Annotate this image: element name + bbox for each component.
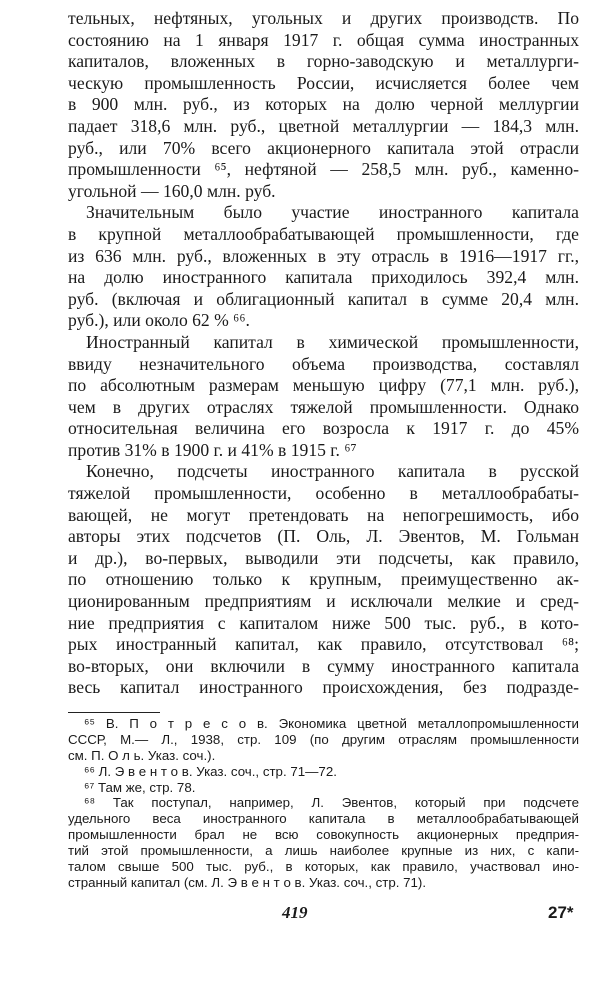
footnote-line: ⁶⁵ В. П о т р е с о в. Экономика цветной металлопромышленности — [84, 716, 579, 731]
main-text — [68, 8, 579, 699]
footnotes — [68, 716, 579, 891]
text-line: тельных, нефтяных, угольных и других производств. По — [68, 8, 579, 28]
text-line: ционированным предприятиям и исключали мелкие и сред- — [68, 591, 579, 612]
text-line: на долю иностранного капитала приходилось 392,4 млн. — [68, 267, 579, 288]
text-line: рых иностранный капитал, как правило, отсутствовал ⁶⁸; — [68, 634, 579, 655]
text-line: Конечно, подсчеты иностранного капитала в русской — [86, 461, 579, 482]
page-number: 419 — [282, 903, 308, 922]
text-line: падает 318,6 млн. руб., цветной металлургии — 184,3 млн. — [68, 115, 579, 136]
text-line: в крупной металлообрабатывающей промышленности, где — [68, 223, 579, 244]
text-line: и др.), во-первых, выводили эти подсчеты, как правило, — [68, 547, 579, 568]
text-line: ние предприятия с капиталом ниже 500 тыс. руб., в кото- — [68, 612, 579, 633]
text-line: ческую промышленность России, исчисляется более чем — [68, 72, 579, 93]
text-line: руб., или 70% всего акционерного капитала этой отрасли — [68, 137, 579, 158]
text-line: против 31% в 1900 г. и 41% в 1915 г. ⁶⁷ — [68, 439, 357, 460]
text-line: во-вторых, они включили в сумму иностранного капитала — [68, 655, 579, 676]
signature-mark: 27* — [548, 903, 574, 922]
footnote-divider — [68, 712, 160, 713]
text-line: угольной — 160,0 млн. руб. — [68, 180, 276, 201]
footnote-line: ⁶⁶ Л. Э в е н т о в. Указ. соч., стр. 71—72. — [84, 763, 337, 779]
footnote-line: странный капитал (см. Л. Э в е н т о в. Указ. соч., стр. 71). — [68, 874, 427, 890]
footnote-line: удельного веса иностранного капитала в металлообрабатывающей — [68, 811, 579, 827]
text-line: Значительным было участие иностранного капитала — [86, 202, 579, 223]
text-line: Иностранный капитал в химической промышленности, — [86, 331, 579, 352]
text-line: тяжелой промышленности, особенно в металлообрабаты- — [68, 483, 579, 504]
text-line: авторы этих подсчетов (П. Оль, Л. Эвентов, М. Гольман — [68, 526, 579, 547]
text-line: по отношению только к крупным, преимущественно ак- — [68, 569, 579, 590]
footnote-line: талом свыше 500 тыс. руб., в которых, как правило, участвовал ино- — [68, 859, 579, 875]
text-line: состоянию на 1 января 1917 г. общая сумма иностранных — [68, 29, 579, 50]
text-line: в 900 млн. руб., из которых на долю черной меллургии — [68, 94, 579, 115]
footnote-line: ⁶⁷ Там же, стр. 78. — [84, 779, 196, 795]
text-line: чем в других отраслях тяжелой промышленности. Однако — [68, 396, 579, 417]
footnote-line: СССР, М.— Л., 1938, стр. 109 (по другим отраслям промышленности — [68, 731, 579, 747]
footnote-line: см. П. О л ь. Указ. соч.). — [68, 747, 216, 763]
footnote-line: тий этой промышленности, а лишь наиболее крупные из них, с капи- — [68, 843, 579, 859]
text-line: ввиду незначительного объема производства, составлял — [68, 353, 579, 374]
text-line: относительная величина его возросла к 1917 г. до 45% — [68, 418, 579, 439]
text-line: по абсолютным размерам меньшую цифру (77,1 млн. руб.), — [68, 375, 579, 396]
text-line: руб.), или около 62 % ⁶⁶. — [68, 310, 250, 331]
text-line: вающей, не могут претендовать на непогрешимость, ибо — [68, 504, 579, 525]
footnote-line: промышленности брал не всю совокупность акционерных предприя- — [68, 827, 579, 843]
text-line: руб. (включая и облигационный капитал в сумме 20,4 млн. — [68, 288, 579, 309]
text-line: капиталов, вложенных в горно-заводскую и металлурги- — [68, 51, 579, 72]
text-line: из 636 млн. руб., вложенных в эту отрасль в 1916—1917 гг., — [68, 245, 579, 266]
footnote-line: ⁶⁸ Так поступал, например, Л. Эвентов, который при подсчете — [84, 795, 579, 811]
text-line: весь капитал иностранного происхождения, без подразде- — [68, 677, 579, 698]
text-line: промышленности ⁶⁵, нефтяной — 258,5 млн. руб., каменно- — [68, 159, 579, 180]
